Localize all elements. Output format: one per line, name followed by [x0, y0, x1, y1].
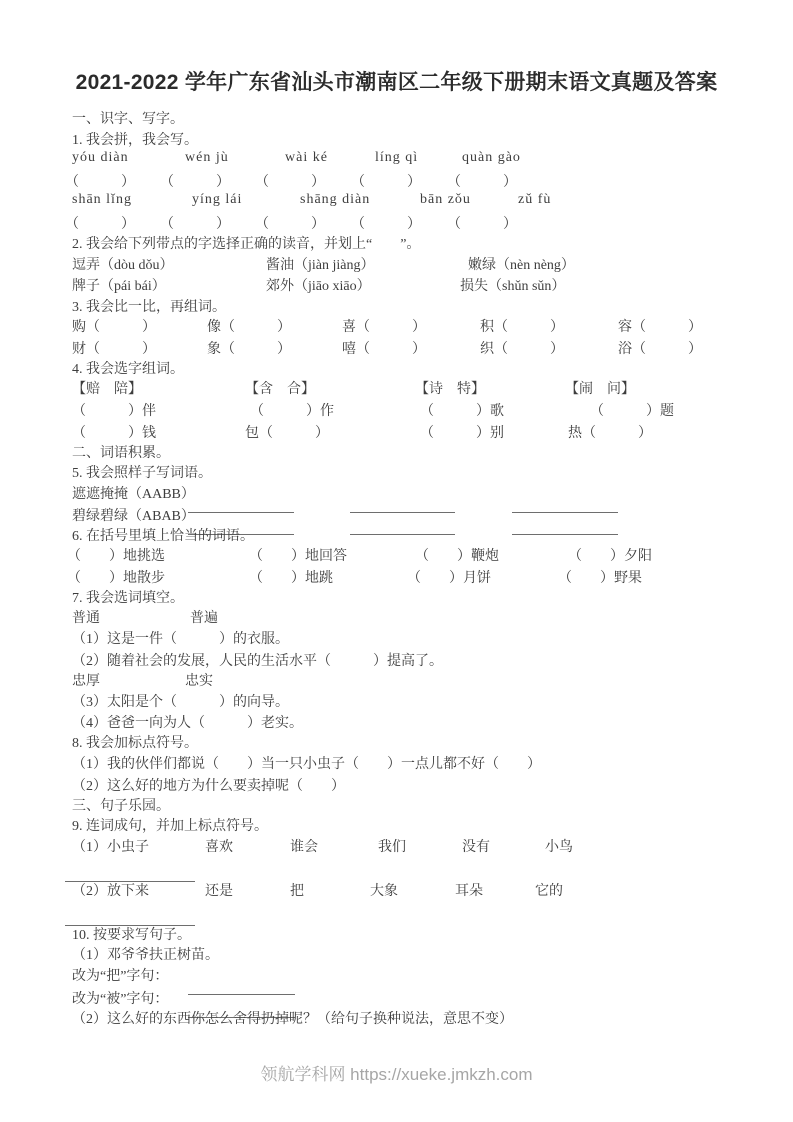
- q1-prompt: 1. 我会拼，我会写。: [72, 133, 198, 148]
- blank-phrase: （ ）鞭炮: [415, 549, 499, 564]
- q3-prompt-line: [0, 296, 793, 316]
- q6-prompt: 6. 在括号里填上恰当的词语。: [72, 529, 254, 544]
- word-choice: 普遍: [190, 611, 218, 626]
- word-with-pinyin: 牌子（pái bái）: [72, 279, 166, 294]
- answer-blank-parens: （ ）: [351, 217, 421, 232]
- word-with-pinyin: 郊外（jiāo xiāo）: [266, 279, 371, 294]
- q3-prompt: 3. 我会比一比，再组词。: [72, 300, 226, 315]
- char-blank: 喜（ ）: [342, 320, 426, 335]
- q4-prompt: 4. 我会选字组词。: [72, 362, 184, 377]
- char-blank: 容（ ）: [618, 320, 702, 335]
- char-choice-pair: 【诗 特】: [415, 382, 485, 397]
- char-blank: 财（ ）: [72, 342, 156, 357]
- q4-choice-pairs: [0, 378, 793, 398]
- rewrite-label: 改为“把”字句：: [72, 969, 169, 984]
- q9-answer-line-1: [0, 853, 793, 873]
- q6-row-2: [0, 567, 793, 587]
- q1-pinyin-row-2: [0, 192, 793, 212]
- char-choice-pair: 【含 合】: [245, 382, 315, 397]
- section-heading-text: 二、词语积累。: [72, 446, 170, 461]
- char-blank: 像（ ）: [207, 320, 291, 335]
- pinyin-word: shāng diàn: [300, 192, 371, 207]
- q10-item-2: [0, 1008, 793, 1028]
- q7-choices-1: [0, 607, 793, 627]
- word-option: 把: [290, 884, 304, 899]
- char-choice-pair: 【赔 陪】: [72, 382, 142, 397]
- q9-prompt: 9. 连词成句，并加上标点符号。: [72, 819, 268, 834]
- pinyin-word: quàn gào: [462, 150, 521, 165]
- q7-prompt-line: [0, 587, 793, 607]
- char-choice-pair: 【闹 问】: [565, 382, 635, 397]
- q10-bei-line: [0, 988, 793, 1008]
- q6-row-1: [0, 545, 793, 565]
- answer-blank-parens: （ ）: [65, 217, 135, 232]
- blank-word: （ ）钱: [72, 426, 156, 441]
- pinyin-word: shān lǐng: [72, 192, 132, 207]
- q5-prompt: 5. 我会照样子写词语。: [72, 466, 212, 481]
- char-blank: 购（ ）: [72, 320, 156, 335]
- word-option: 喜欢: [205, 840, 233, 855]
- pinyin-word: bān zǒu: [420, 192, 471, 207]
- word-option: （2）放下来: [72, 884, 149, 899]
- answer-blank-parens: （ ）: [447, 175, 517, 190]
- section-1-heading: [0, 108, 793, 128]
- q1-blank-row-2: [0, 213, 793, 233]
- q2-prompt-line: [0, 233, 793, 253]
- watermark-footer: 领航学科网 https://xueke.jmkzh.com: [260, 1065, 533, 1084]
- blank-word: 包（ ）: [245, 426, 329, 441]
- pinyin-word: líng qì: [375, 150, 419, 165]
- word-option: 大象: [370, 884, 398, 899]
- blank-word: （ ）题: [590, 404, 674, 419]
- source-sentence: （1）邓爷爷扶正树苗。: [72, 948, 219, 963]
- pinyin-word: wén jù: [185, 150, 229, 165]
- word-choice: 忠厚: [72, 674, 100, 689]
- answer-blank-parens: （ ）: [255, 217, 325, 232]
- q7-choices-2: [0, 670, 793, 690]
- blank-phrase: （ ）地散步: [67, 571, 165, 586]
- q10-prompt-line: [0, 924, 793, 944]
- q3-row-1: [0, 316, 793, 336]
- blank-word: 热（ ）: [568, 426, 652, 441]
- word-choice: 普通: [72, 611, 100, 626]
- blank-phrase: （ ）地回答: [249, 549, 347, 564]
- q9-answer-line-2: [0, 897, 793, 917]
- q8-prompt: 8. 我会加标点符号。: [72, 736, 198, 751]
- fill-blank-sentence: （1）这是一件（ ）的衣服。: [72, 632, 289, 647]
- q9-prompt-line: [0, 815, 793, 835]
- q6-prompt-line: [0, 525, 793, 545]
- word-with-pinyin: 损失（shǔn sǔn）: [460, 279, 566, 294]
- word-option: 它的: [535, 884, 563, 899]
- q5-row-2: [0, 505, 793, 525]
- q4-row-1: [0, 400, 793, 420]
- q8-item-1: [0, 753, 793, 773]
- word-with-pinyin: 逗弄（dòu dǒu）: [72, 258, 174, 273]
- answer-blank-parens: （ ）: [65, 175, 135, 190]
- q7-item-3: [0, 691, 793, 711]
- pattern-example: 碧绿碧绿（ABAB）: [72, 509, 195, 524]
- q7-item-1: [0, 628, 793, 648]
- char-blank: 积（ ）: [480, 320, 564, 335]
- q5-prompt-line: [0, 462, 793, 482]
- q10-ba-line: [0, 965, 793, 985]
- fill-blank-sentence: （3）太阳是个（ ）的向导。: [72, 695, 289, 710]
- answer-blank-parens: （ ）: [160, 175, 230, 190]
- blank-word: （ ）伴: [72, 404, 156, 419]
- word-option: 我们: [378, 840, 406, 855]
- q7-item-4: [0, 712, 793, 732]
- answer-blank-parens: （ ）: [255, 175, 325, 190]
- punctuation-sentence: （1）我的伙伴们都说（ ）当一只小虫子（ ）一点儿都不好（ ）: [72, 757, 541, 772]
- punctuation-sentence: （2）这么好的地方为什么要卖掉呢（ ）: [72, 779, 345, 794]
- q4-row-2: [0, 422, 793, 442]
- blank-phrase: （ ）野果: [558, 571, 642, 586]
- pinyin-word: zǔ fù: [518, 192, 552, 207]
- pinyin-word: yóu diàn: [72, 150, 129, 165]
- word-option: （1）小虫子: [72, 840, 149, 855]
- word-choice: 忠实: [185, 674, 213, 689]
- q10-item-1: [0, 944, 793, 964]
- q2-row-2: [0, 275, 793, 295]
- fill-blank-sentence: （4）爸爸一向为人（ ）老实。: [72, 716, 303, 731]
- q1-blank-row-1: [0, 171, 793, 191]
- word-option: 还是: [205, 884, 233, 899]
- section-heading-text: 一、识字、写字。: [72, 112, 184, 127]
- section-3-heading: [0, 795, 793, 815]
- q1-prompt-line: [0, 129, 793, 149]
- char-blank: 浴（ ）: [618, 342, 702, 357]
- q3-row-2: [0, 338, 793, 358]
- q7-prompt: 7. 我会选词填空。: [72, 591, 184, 606]
- q1-pinyin-row-1: [0, 150, 793, 170]
- word-option: 耳朵: [455, 884, 483, 899]
- blank-word: （ ）作: [250, 404, 334, 419]
- fill-blank-sentence: （2）随着社会的发展，人民的生活水平（ ）提高了。: [72, 654, 443, 669]
- rewrite-sentence: （2）这么好的东西你怎么舍得扔掉呢？（给句子换种说法，意思不变）: [72, 1012, 513, 1027]
- section-2-heading: [0, 442, 793, 462]
- blank-phrase: （ ）月饼: [407, 571, 491, 586]
- q8-item-2: [0, 775, 793, 795]
- pattern-example: 遮遮掩掩（AABB）: [72, 487, 195, 502]
- pinyin-word: yíng lái: [192, 192, 243, 207]
- blank-word: （ ）歌: [420, 404, 504, 419]
- q2-row-1: [0, 254, 793, 274]
- blank-word: （ ）别: [420, 426, 504, 441]
- answer-blank-parens: （ ）: [351, 175, 421, 190]
- word-option: 小鸟: [545, 840, 573, 855]
- char-blank: 织（ ）: [480, 342, 564, 357]
- blank-phrase: （ ）夕阳: [568, 549, 652, 564]
- word-option: 谁会: [290, 840, 318, 855]
- pinyin-word: wài ké: [285, 150, 328, 165]
- word-with-pinyin: 嫩绿（nèn nèng）: [468, 258, 575, 273]
- answer-blank-parens: （ ）: [447, 217, 517, 232]
- rewrite-label: 改为“被”字句：: [72, 992, 169, 1007]
- q5-row-1: [0, 483, 793, 503]
- blank-phrase: （ ）地跳: [249, 571, 333, 586]
- char-blank: 嘻（ ）: [342, 342, 426, 357]
- q7-item-2: [0, 650, 793, 670]
- blank-phrase: （ ）地挑选: [67, 549, 165, 564]
- q8-prompt-line: [0, 732, 793, 752]
- doc-title: 2021-2022 学年广东省汕头市潮南区二年级下册期末语文真题及答案: [75, 71, 718, 94]
- answer-blank-parens: （ ）: [160, 217, 230, 232]
- word-with-pinyin: 酱油（jiàn jiàng）: [266, 258, 375, 273]
- section-heading-text: 三、句子乐园。: [72, 799, 170, 814]
- word-option: 没有: [462, 840, 490, 855]
- q4-prompt-line: [0, 358, 793, 378]
- q2-prompt: 2. 我会给下列带点的字选择正确的读音，并划上“ ”。: [72, 237, 421, 252]
- char-blank: 象（ ）: [207, 342, 291, 357]
- q10-prompt: 10. 按要求写句子。: [72, 928, 191, 943]
